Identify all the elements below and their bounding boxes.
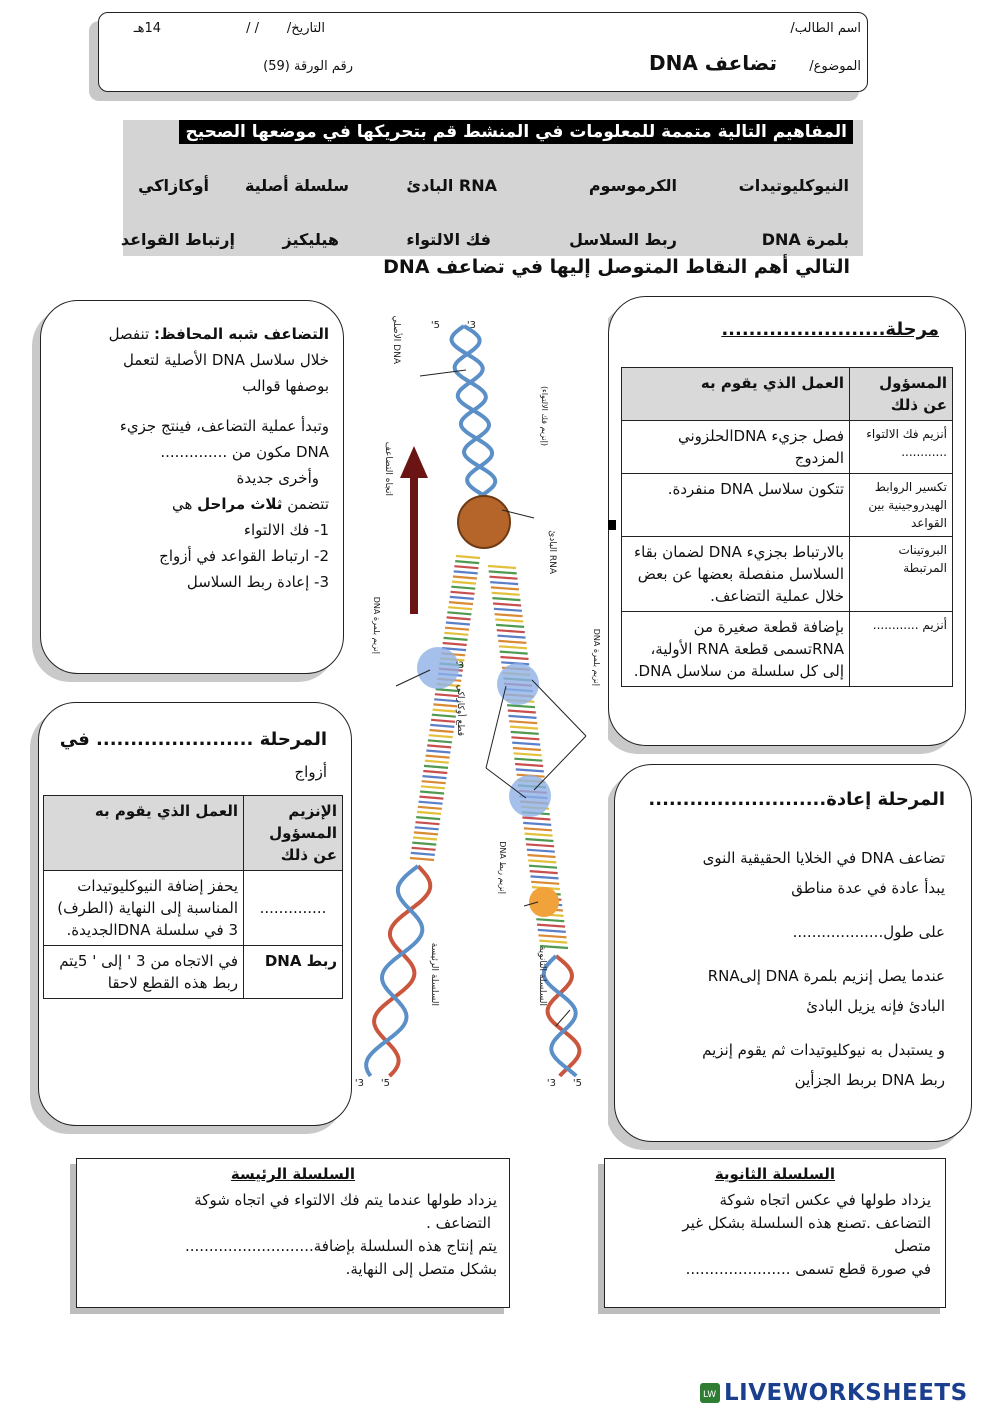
helicase-enzyme	[458, 496, 510, 548]
rejoin-line: عندما يصل إنزيم بلمرة DNA إلىRNA	[707, 967, 945, 985]
sheet-number: رقم الورقة (59)	[263, 59, 353, 74]
stage-item: 3- إعادة ربط السلاسل	[186, 573, 329, 591]
rejoin-line: البادئ فإنه يزيل البادئ	[806, 997, 945, 1015]
leading-strand-title: السلسلة الرئيسة	[230, 1165, 355, 1183]
label-leading-strand: السلسلة الرئيسة	[429, 942, 439, 1006]
rejoining-stage-panel	[614, 764, 972, 1142]
semiconservative-line: وأخرى جديدة	[236, 469, 319, 487]
label-helicase: (إنزيم فك الالتواء)	[540, 385, 549, 446]
label-okazaki: قطع أوكازاكي	[455, 684, 465, 736]
concept-term[interactable]: ربط السلاسل	[569, 230, 677, 249]
semiconservative-line: خلال سلاسل DNA الأصلية لتعمل	[122, 351, 329, 369]
responsible-cell: البروتينات المرتبطة	[850, 537, 953, 612]
ligase-enzyme	[529, 887, 559, 917]
enzyme-cell[interactable]: ..............	[244, 871, 343, 946]
unwinding-stage-title[interactable]: مرحلة........................	[721, 319, 939, 340]
leading-line: بشكل متصل إلى النهاية.	[345, 1260, 497, 1278]
end-label: 5'	[380, 1078, 390, 1089]
pairing-stage-title-cont: أزواج	[294, 763, 327, 781]
concept-term[interactable]: إرتباط القواعد	[120, 230, 235, 249]
semiconservative-line: التضاعف شبه المحافظ: تنفصل	[108, 325, 329, 343]
col-enzyme-header: الإنزيم المسؤول عن ذلك	[244, 796, 343, 871]
topic-label: الموضوع/	[809, 59, 861, 74]
lagging-line[interactable]: في صورة قطع تسمى ......................	[685, 1260, 931, 1278]
semiconservative-panel	[40, 300, 344, 674]
end-label: 5'	[572, 1078, 582, 1089]
label-parent-dna: DNA الأصلي	[391, 315, 401, 364]
replication-direction-arrow-shaft	[410, 474, 418, 614]
hijri-year: 14هـ	[133, 21, 161, 36]
end-label: 5'	[430, 320, 440, 331]
date-label: التاريخ/	[286, 21, 325, 36]
concept-term[interactable]: فك الالتواء	[406, 230, 491, 249]
rejoining-stage-title[interactable]: المرحلة إعادة..........................	[648, 789, 945, 810]
label-rna-primer: RNA البادئ	[547, 530, 557, 574]
enzyme-cell: ربط DNA	[244, 946, 343, 999]
rejoin-line[interactable]: على طول...................	[792, 923, 945, 941]
lagging-strand-box	[604, 1158, 946, 1308]
pairing-stage-title[interactable]: المرحلة ....................... في	[59, 729, 327, 750]
rejoin-line: تضاعف DNA في الخلايا الحقيقية النوى	[702, 849, 945, 867]
leading-line[interactable]: يتم إنتاج هذه السلسلة بإضافة...........................	[185, 1237, 497, 1255]
concept-term[interactable]: سلسلة أصلية	[244, 176, 349, 195]
base-pairing-panel	[38, 702, 352, 1126]
topic-value: تضاعف DNA	[649, 51, 777, 75]
end-label: 3'	[546, 1078, 556, 1089]
concept-term[interactable]: RNA البادئ	[406, 176, 497, 195]
lagging-line: يزداد طولها في عكس اتجاه شوكة	[719, 1191, 931, 1209]
semiconservative-line: بوصفها قوالب	[242, 377, 329, 395]
semiconservative-line: وتبدأ عملية التضاعف، فينتج جزيء	[119, 417, 329, 435]
unwinding-table	[621, 367, 953, 687]
end-label: 3'	[466, 320, 476, 331]
action-cell: تتكون سلاسل DNA منفردة.	[622, 474, 850, 537]
liveworksheets-logo	[700, 1380, 990, 1408]
rejoin-line: ربط DNA بربط الجزأين	[794, 1071, 945, 1089]
label-lagging-strand: السلسلة الثانوية	[537, 945, 547, 1006]
instruction-banner: المفاهيم التالية متممة للمعلومات في المنشط قم بتحريكها في موضعها الصحيح	[179, 120, 853, 144]
concept-term[interactable]: هيليكيز	[282, 230, 339, 249]
dna-replication-diagram	[356, 306, 608, 1128]
concept-term[interactable]: الكرموسوم	[588, 176, 677, 195]
label-polymerase-left: إنزيم بلمرة DNA	[372, 596, 381, 654]
lagging-line: التضاعف .تصنع هذه السلسلة بشكل غير	[682, 1214, 931, 1232]
stage-item: 1- فك الالتواء	[243, 521, 329, 539]
semiconservative-title: التضاعف شبه المحافظ:	[154, 325, 329, 343]
section-subtitle: التالي أهم النقاط المتوصل إليها في تضاعف DNA	[383, 256, 850, 278]
rejoin-line: يبدأ عادة في عدة مناطق	[791, 879, 945, 897]
action-cell: بإضافة قطعة صغيرة من RNAتسمى قطعة RNA الأولية، إلى كل سلسلة من سلاسل DNA.	[622, 612, 850, 687]
polymerase-enzyme-left	[417, 647, 459, 689]
concept-term[interactable]: بلمرة DNA	[761, 230, 849, 249]
action-cell: بالارتباط بجزيء DNA لضمان بقاء السلاسل منفصلة بعضها عن بعض خلال عملية التضاعف.	[622, 537, 850, 612]
col-action-header: العمل الذي يقوم به	[44, 796, 244, 871]
concept-term[interactable]: أوكازاكي	[138, 176, 209, 195]
header-box	[98, 12, 868, 92]
action-cell: في الاتجاه من 3 ' إلى ' 5يتم ربط هذه القطع لاحقا	[44, 946, 244, 999]
unwinding-stage-panel	[608, 296, 966, 746]
rejoin-line: و يستبدل به نيوكليوتيدات ثم يقوم إنزيم	[702, 1041, 945, 1059]
leading-strand-box	[76, 1158, 510, 1308]
leading-line: يزداد طولها عندما يتم فك الالتواء في اتجاه شوكة	[194, 1191, 497, 1209]
action-cell: يحفز إضافة النيوكليوتيدات المناسبة إلى النهاية (الطرف) 3 في سلسلة DNAالجديدة.	[44, 871, 244, 946]
svg-text:LW: LW	[703, 1390, 717, 1400]
date-slashes: / /	[246, 21, 259, 36]
label-ligase: إنزيم ربط DNA	[498, 841, 507, 894]
student-name-label: اسم الطالب/	[790, 21, 861, 36]
semiconservative-line[interactable]: DNA مكون من ..............	[160, 443, 329, 461]
logo-badge-icon	[700, 1383, 720, 1403]
col-responsible-header: المسؤول عن ذلك	[850, 368, 953, 421]
action-cell: فصل جزيء DNAالحلزوني المزدوج	[622, 421, 850, 474]
lagging-strand-title: السلسلة الثانوية	[714, 1165, 835, 1183]
label-polymerase-right: إنزيم بلمرة DNA	[592, 628, 601, 686]
responsible-cell[interactable]: أنزيم ............	[850, 612, 953, 687]
responsible-cell: تكسير الروابط الهيدروجينية بين القواعد	[850, 474, 953, 537]
three-stages-line: تتضمن ثلاث مراحل هي	[171, 495, 329, 513]
end-label: 3'	[354, 1078, 364, 1089]
leading-line: التضاعف .	[426, 1214, 491, 1232]
stage-item: 2- ارتباط القواعد في أزواج	[159, 547, 329, 565]
polymerase-enzyme-right-bottom	[509, 775, 551, 817]
logo-text: LIVEWORKSHEETS	[724, 1380, 968, 1406]
concept-term[interactable]: النيوكليوتيدات	[738, 176, 849, 195]
col-action-header: العمل الذي يقوم به	[622, 368, 850, 421]
responsible-cell[interactable]: أنزيم فك الالتواء ............	[850, 421, 953, 474]
label-direction: اتجاه التضاعف	[383, 441, 393, 496]
pairing-table	[43, 795, 343, 999]
lagging-line: متصل	[894, 1237, 931, 1255]
concepts-box	[120, 120, 863, 256]
end-label: 3'	[455, 661, 464, 671]
